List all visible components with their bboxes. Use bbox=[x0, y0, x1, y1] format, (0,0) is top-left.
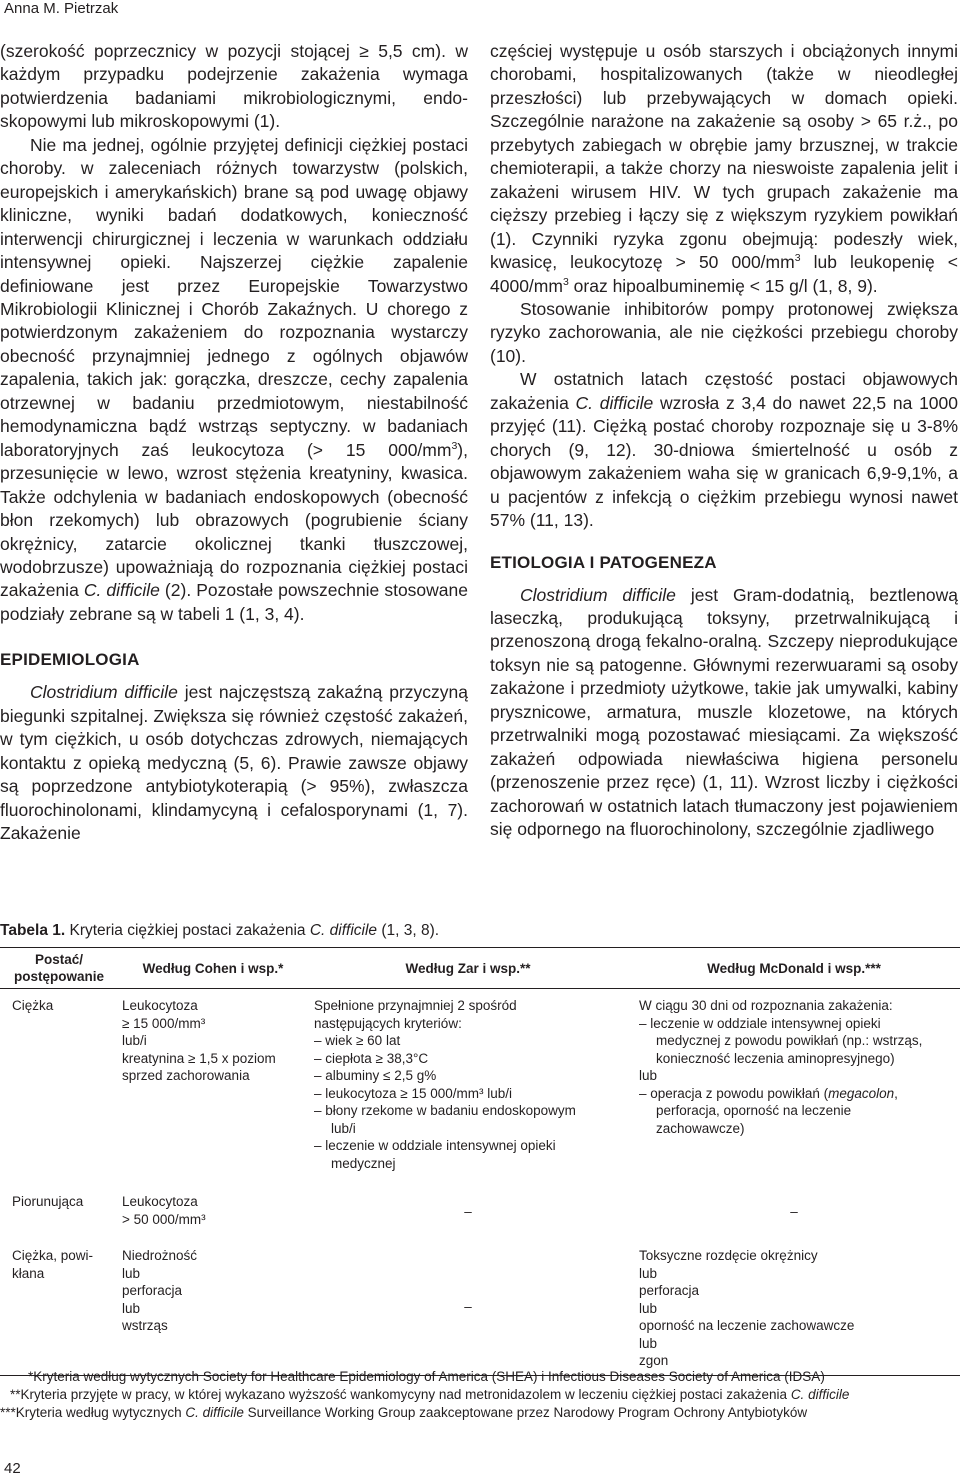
header-cell: Według McDonald i wsp.*** bbox=[628, 948, 960, 989]
footnote: *Kryteria według wytycznych Society for Healthcare Epidemiology of America (SHEA) i Infectious Diseases Society of America (IDSA) bbox=[28, 1369, 825, 1384]
running-head: Anna M. Pietrzak bbox=[4, 0, 119, 17]
table-cell: Leukocytoza ≥ 15 000/mm³ lub/i kreatynina ≥ 1,5 x poziom sprzed zachorowania bbox=[122, 998, 276, 1083]
table-cell: Toksyczne rozdęcie okrężnicy lub perforacja lub oporność na leczenie zachowawcze lub zgon bbox=[628, 1239, 960, 1376]
table-footnotes bbox=[0, 1368, 960, 1422]
paragraph: częściej występuje u osób starszych i obciążonych innymi chorobami, hospitalizowanych (także w nieodległej przeszłości) lub przebywających w domach opieki. Szczególnie narażone na zakażenie są osoby > 65 r.ż., po przebytych zabiegach w obrębie jamy brzusznej, w trakcie chemioterapii, a także chorzy na nieswoiste zapalenia jelit i zakażeni wirusem HIV. W tych grupach zakażenie ma cięższy przebieg i łączy się z większym ryzykiem powikłań (1). Czynniki ryzyka zgonu obejmują: podeszły wiek, kwasicę, leukocytozę > 50 $000/mm^3$ lub leukopenię < $4000/mm^3$ oraz hipoalbuminemię < 15 g/l (1, 8, 9). bbox=[490, 41, 958, 296]
table-cell: Ciężka, powi- kłana bbox=[0, 1239, 118, 1376]
header-cell: Według Zar i wsp.** bbox=[308, 948, 628, 989]
table-cell: Leukocytoza > 50 000/mm³ bbox=[122, 1194, 206, 1227]
paragraph: Clostridium difficile jest najczęstszą zakaźną przyczyną biegunki szpitalnej. Zwiększa się również częstość zakażeń, w tym ciężkich, u osób dotychczas zdrowych, niemających kontaktu z opieką medyczną (5, 6). Prawie zawsze objawy są poprzedzone antybiotykoterapią (> 95%), zwłaszcza fluorochinolonami, klindamycyną i cefalosporynami (1, 7). Zakażenie bbox=[0, 682, 468, 844]
table-cell: – bbox=[790, 1204, 798, 1220]
table-cell: Niedrożność lub perforacja lub wstrząs bbox=[118, 1239, 308, 1376]
table-cell: Spełnione przynajmniej 2 spośród następujących kryteriów: – wiek ≥ 60 lat – ciepłota ≥ 38,3°C – albuminy ≤ 2,5 g% – leukocytoza ≥ 15 000/mm³ lub/i – błony rzekome w badaniu endoskopowym lub/i – leczenie w oddziale intensywnej opieki medycznej bbox=[314, 998, 576, 1171]
table-cell: W ciągu 30 dni od rozpoznania zakażenia: – leczenie w oddziale intensywnej opieki medycznej z powodu powikłań (np.: wstrząs, konieczność leczenia aminopresyjnego) lub – operacja z powodu powikłań (megacolon, perforacja, oporność na leczenie zachowawcze) bbox=[639, 998, 923, 1136]
table-cell: Ciężka bbox=[12, 998, 54, 1013]
table-caption: Tabela 1. Kryteria ciężkiej postaci zakażenia C. difficile (1, 3, 8). bbox=[0, 922, 440, 939]
criteria-table bbox=[0, 947, 960, 1376]
table-row bbox=[0, 989, 960, 1186]
footnote: **Kryteria przyjęte w pracy, w której wykazano wyższość wankomycyny nad metronidazolem w leczeniu ciężkiej postaci zakażenia C. difficile bbox=[10, 1387, 850, 1402]
right-column bbox=[490, 40, 958, 842]
paragraph: Nie ma jednej, ogólnie przyjętej definicji ciężkiej postaci choroby. w zaleceniach różnych towarzystw (polskich, europejskich i amerykańskich) brane są pod uwagę objawy kliniczne, wyniki badań dodatkowych, konieczność interwencji chirurgicznej i leczenia w warunkach oddziału intensywnej opieki. Najszerzej ciężkie zapalenie definiowane jest przez Europejskie Towarzystwo Mikrobiologii Klinicznej i Chorób Zakaźnych. U chorego z potwierdzonym zakażeniem do rozpoznania wystarczy obecność przynajmniej jednego z ogólnych objawów zapalenia, takich jak: gorączka, dreszcze, cechy zapalenia otrzewnej w badaniu przedmiotowym, niestabilność hemodynamiczna bądź wstrząs septyczny. w badaniach laboratoryjnych zaś leukocytoza (> 15 $000/mm^3$), przesunięcie w lewo, wzrost stężenia kreatyniny, kwasica. Także odchylenia w badaniach endoskopowych (obecność błon rzekomych) lub obrazowych (pogrubienie ściany okrężnicy, zatarcie okolicznej tkanki tłuszczowej, wodobrzusze) upoważniają do rozpoznania ciężkiej postaci zakażenia C. difficile (2). Pozostałe powszechnie stosowane podziały zebrane są w tabeli 1 (1, 3, 4). bbox=[0, 134, 468, 624]
table-cell: – bbox=[308, 1239, 628, 1376]
left-column bbox=[0, 40, 468, 846]
table-row bbox=[0, 1239, 960, 1376]
section-heading-epidemiologia: EPIDEMIOLOGIA bbox=[0, 650, 140, 670]
paragraph: Clostridium difficile jest Gram-dodatnią, beztlenową laseczką, produkującą toksyny, przetrwalnikującą i przenoszoną drogą fekalno-oralną. Szczepy nieprodukujące toksyn nie są patogenne. Głównymi rezerwuarami są osoby zakażone i przedmioty użytkowe, takie jak umywalki, kabiny prysznicowe, armatura, muszle klozetowe, na których przetrwalniki mogą pozostawać miesiącami. Za większość zakażeń odpowiada niewłaściwa higiena personelu (przenoszenie przez ręce) (1, 11). Wzrost liczby i ciężkości zachorowań w ostatnich latach tłumaczony jest pojawieniem się odpornego na fluorochinolony, szczególnie zjadliwego bbox=[490, 584, 958, 840]
page-number: 42 bbox=[4, 1460, 21, 1477]
table-cell: – bbox=[464, 1204, 472, 1220]
paragraph: W ostatnich latach częstość postaci objawowych zakażenia C. difficile wzrosła z 3,4 do nawet 22,5 na 1000 przyjęć (11). Ciężką postać choroby rozpoznaje się u 3-8% chorych (9, 12). 30-dniowa śmiertelność u osób z objawowym zakażeniem waha się w granicach 6,9-9,1%, a u pacjentów z infekcją o ciężkim przebiegu wynosi nawet 57% (11, 13). bbox=[490, 369, 958, 531]
section-heading-etiologia: ETIOLOGIA I PATOGENEZA bbox=[490, 552, 717, 572]
table-header-row bbox=[0, 948, 960, 989]
paragraph: (szerokość poprzecznicy w pozycji stojącej ≥ 5,5 cm). w każdym przypadku podejrzenie zakażenia wymaga potwierdzenia badaniami mikrobiologicznymi, endoskopowymi lub mikroskopowymi (1). bbox=[0, 41, 468, 132]
table-cell: Piorunująca bbox=[12, 1194, 84, 1209]
table-row bbox=[0, 1185, 960, 1239]
header-cell: Postać/ postępowanie bbox=[0, 948, 118, 989]
header-cell: Według Cohen i wsp.* bbox=[118, 948, 308, 989]
footnote: ***Kryteria według wytycznych C. difficile Surveillance Working Group zaakceptowane przez Narodowy Program Ochrony Antybiotyków bbox=[0, 1405, 808, 1420]
paragraph: Stosowanie inhibitorów pompy protonowej zwiększa ryzyko zachorowania, ale nie ciężkości przebiegu choroby (10). bbox=[490, 298, 958, 366]
